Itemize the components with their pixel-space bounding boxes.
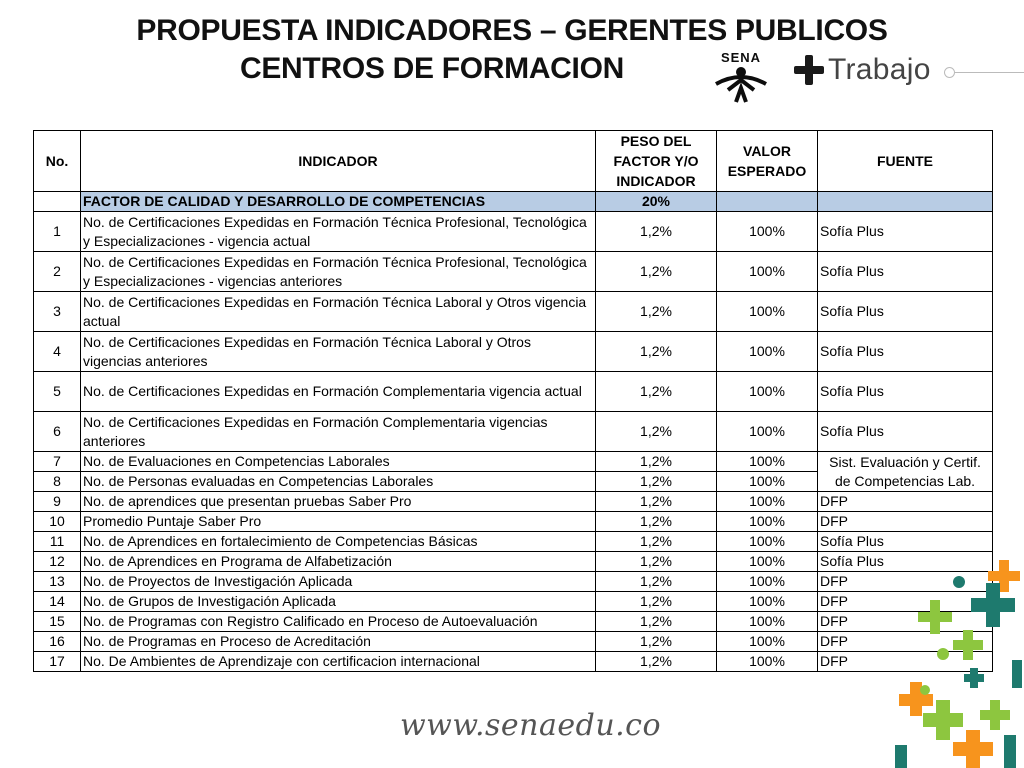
row-valor: 100% [717, 512, 818, 532]
row-peso: 1,2% [596, 612, 717, 632]
table-row [34, 412, 993, 452]
row-peso: 1,2% [596, 632, 717, 652]
row-valor: 100% [717, 632, 818, 652]
row-peso: 1,2% [596, 512, 717, 532]
row-no: 10 [34, 512, 81, 532]
row-no: 5 [34, 372, 81, 412]
row-valor: 100% [717, 212, 818, 252]
row-no: 16 [34, 632, 81, 652]
table-row [34, 572, 993, 592]
row-indicador: No. de Aprendices en Programa de Alfabetización [81, 552, 596, 572]
row-indicador: No. de Proyectos de Investigación Aplicada [81, 572, 596, 592]
row-fuente: DFP [818, 652, 993, 672]
row-peso: 1,2% [596, 492, 717, 512]
row-indicador: No. de Programas con Registro Calificado en Proceso de Autoevaluación [81, 612, 596, 632]
table-row [34, 292, 993, 332]
factor-row [34, 192, 993, 212]
row-fuente: Sofía Plus [818, 212, 993, 252]
row-fuente: Sofía Plus [818, 292, 993, 332]
row-indicador: No. de Grupos de Investigación Aplicada [81, 592, 596, 612]
row-peso: 1,2% [596, 332, 717, 372]
sena-logo-text: SENA [720, 50, 762, 65]
header-valor: VALOR ESPERADO [717, 131, 818, 192]
footer-url: www.senaedu.co [400, 708, 662, 743]
row-peso: 1,2% [596, 652, 717, 672]
row-valor: 100% [717, 552, 818, 572]
row-valor: 100% [717, 332, 818, 372]
plus-icon [794, 55, 824, 85]
row-peso: 1,2% [596, 592, 717, 612]
table-row [34, 492, 993, 512]
row-indicador: No. de Aprendices en fortalecimiento de Competencias Básicas [81, 532, 596, 552]
row-peso: 1,2% [596, 252, 717, 292]
table-header-row [34, 131, 993, 192]
row-valor: 100% [717, 412, 818, 452]
factor-valor-cell [717, 192, 818, 212]
table-row [34, 212, 993, 252]
row-fuente: Sofía Plus [818, 532, 993, 552]
row-no: 6 [34, 412, 81, 452]
row-indicador: No. de Certificaciones Expedidas en Formación Técnica Laboral y Otros vigencias anteriores [81, 332, 596, 372]
row-valor: 100% [717, 372, 818, 412]
title-line-2: CENTROS DE FORMACION [239, 52, 624, 85]
row-peso: 1,2% [596, 292, 717, 332]
row-no: 4 [34, 332, 81, 372]
row-fuente: DFP [818, 572, 993, 592]
header-rule [944, 72, 1024, 73]
row-peso: 1,2% [596, 452, 717, 472]
row-fuente: Sofía Plus [818, 372, 993, 412]
row-indicador: No. de aprendices que presentan pruebas Saber Pro [81, 492, 596, 512]
table-row [34, 452, 993, 472]
indicators-table [33, 130, 993, 672]
row-indicador: Promedio Puntaje Saber Pro [81, 512, 596, 532]
row-fuente-merged: Sist. Evaluación y Certif. de Competencias Lab. [818, 452, 993, 492]
header-fuente: FUENTE [818, 131, 993, 192]
row-fuente: Sofía Plus [818, 252, 993, 292]
row-indicador: No. de Certificaciones Expedidas en Formación Complementaria vigencias anteriores [81, 412, 596, 452]
row-no: 3 [34, 292, 81, 332]
table-row [34, 612, 993, 632]
row-peso: 1,2% [596, 572, 717, 592]
row-no: 8 [34, 472, 81, 492]
row-peso: 1,2% [596, 532, 717, 552]
row-indicador: No. de Certificaciones Expedidas en Formación Técnica Profesional, Tecnológica y Especializaciones - vigencias anteriores [81, 252, 596, 292]
row-no: 17 [34, 652, 81, 672]
factor-no-cell [34, 192, 81, 212]
row-no: 13 [34, 572, 81, 592]
table-row [34, 372, 993, 412]
row-indicador: No. de Evaluaciones en Competencias Laborales [81, 452, 596, 472]
factor-label: FACTOR DE CALIDAD Y DESARROLLO DE COMPETENCIAS [81, 192, 596, 212]
row-fuente: Sofía Plus [818, 412, 993, 452]
row-peso: 1,2% [596, 412, 717, 452]
row-indicador: No. de Certificaciones Expedidas en Formación Técnica Laboral y Otros vigencia actual [81, 292, 596, 332]
row-no: 11 [34, 532, 81, 552]
row-peso: 1,2% [596, 212, 717, 252]
row-peso: 1,2% [596, 472, 717, 492]
row-fuente: Sofía Plus [818, 552, 993, 572]
row-indicador: No. de Personas evaluadas en Competencias Laborales [81, 472, 596, 492]
row-valor: 100% [717, 592, 818, 612]
row-indicador: No. de Programas en Proceso de Acreditación [81, 632, 596, 652]
header-peso: PESO DEL FACTOR Y/O INDICADOR [596, 131, 717, 192]
row-valor: 100% [717, 452, 818, 472]
table-row [34, 532, 993, 552]
row-valor: 100% [717, 652, 818, 672]
table-row [34, 652, 993, 672]
header-indicador: INDICADOR [81, 131, 596, 192]
row-fuente: DFP [818, 592, 993, 612]
header-rule-dot [944, 67, 955, 78]
row-valor: 100% [717, 252, 818, 292]
trabajo-logo-text: Trabajo [828, 53, 931, 86]
row-indicador: No. de Certificaciones Expedidas en Formación Técnica Profesional, Tecnológica y Especializaciones - vigencia actual [81, 212, 596, 252]
row-no: 7 [34, 452, 81, 472]
row-fuente: DFP [818, 612, 993, 632]
row-no: 15 [34, 612, 81, 632]
row-peso: 1,2% [596, 552, 717, 572]
row-no: 12 [34, 552, 81, 572]
row-no: 1 [34, 212, 81, 252]
table-row [34, 252, 993, 292]
row-valor: 100% [717, 532, 818, 552]
table-row [34, 512, 993, 532]
table-row [34, 592, 993, 612]
table-row [34, 632, 993, 652]
title-line-1: PROPUESTA INDICADORES – GERENTES PUBLICOS [136, 14, 888, 47]
row-no: 9 [34, 492, 81, 512]
row-no: 2 [34, 252, 81, 292]
sena-logo [706, 50, 776, 106]
row-valor: 100% [717, 492, 818, 512]
row-valor: 100% [717, 472, 818, 492]
trabajo-logo [794, 50, 931, 90]
row-indicador: No. De Ambientes de Aprendizaje con certificacion internacional [81, 652, 596, 672]
row-fuente: DFP [818, 512, 993, 532]
row-fuente: Sofía Plus [818, 332, 993, 372]
row-indicador: No. de Certificaciones Expedidas en Formación Complementaria vigencia actual [81, 372, 596, 412]
header-no: No. [34, 131, 81, 192]
row-no: 14 [34, 592, 81, 612]
table-row [34, 332, 993, 372]
row-valor: 100% [717, 292, 818, 332]
row-fuente: DFP [818, 492, 993, 512]
row-fuente: DFP [818, 632, 993, 652]
row-peso: 1,2% [596, 372, 717, 412]
table-row [34, 552, 993, 572]
row-valor: 100% [717, 572, 818, 592]
factor-peso: 20% [596, 192, 717, 212]
row-valor: 100% [717, 612, 818, 632]
factor-fuente-cell [818, 192, 993, 212]
